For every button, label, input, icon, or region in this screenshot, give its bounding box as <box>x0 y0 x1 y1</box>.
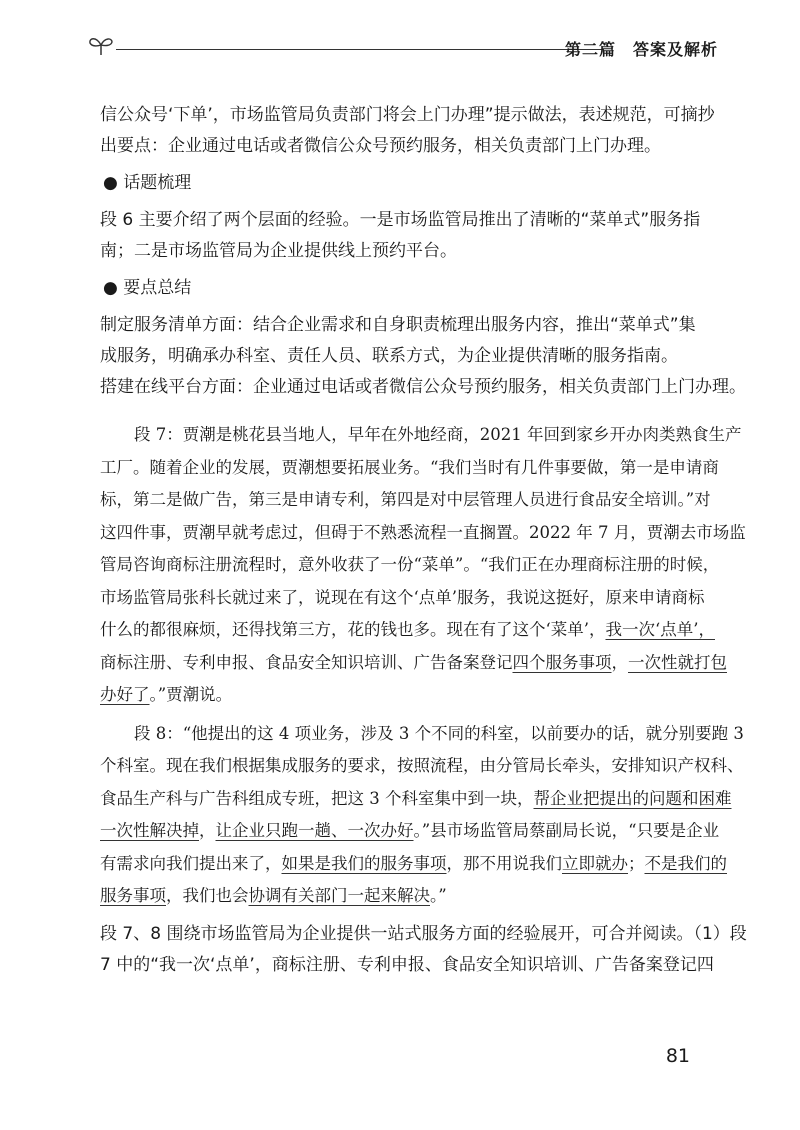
para7-line <box>100 679 700 712</box>
underlined-phrase: 不是我们的 <box>644 853 727 873</box>
para8-line <box>100 880 700 913</box>
para7-line <box>100 614 715 647</box>
page-header <box>78 30 718 60</box>
answer-line: 信公众号‘下单’，市场监管局负责部门将会上门办理”提示做法，表述规范，可摘抄 <box>100 105 715 125</box>
para7-line <box>100 647 727 680</box>
text: ， <box>611 652 628 672</box>
underlined-phrase: 帮企业把提出的问题和困难 <box>533 788 732 808</box>
underlined-phrase: 一次性解决掉 <box>100 821 199 840</box>
topic-line: 南；二是市场监管局为企业提供线上预约平台。 <box>100 241 457 261</box>
text: 有需求向我们提出来了， <box>100 853 282 873</box>
summary-line: 搭建在线平台方面：企业通过电话或者微信公众号预约服务，相关负责部门上门办理。 <box>100 377 746 397</box>
summary-heading: ● 要点总结 <box>103 278 192 298</box>
para7-line: 管局咨询商标注册流程时，意外收获了一份“菜单”。“我们正在办理商标注册的时候， <box>100 555 720 574</box>
page-number: 81 <box>665 1045 690 1067</box>
analysis-line: 7 中的“我一次‘点单’，商标注册、专利申报、食品安全知识培训、广告备案登记四 <box>100 954 714 975</box>
topic-line: 段 6 主要介绍了两个层面的经验。一是市场监管局推出了清晰的“菜单式”服务指 <box>100 210 701 230</box>
section-title: 第二篇 答案及解析 <box>564 40 718 59</box>
topic-heading: ● 话题梳理 <box>103 173 192 193</box>
para7-line: 工厂。随着企业的发展，贾潮想要拓展业务。“我们当时有几件事要做，第一是申请商 <box>100 457 719 477</box>
text: ； <box>628 853 645 873</box>
para8-line: 个科室。现在我们根据集成服务的要求，按照流程，由分管局长牵头，安排知识产权科、 <box>100 756 744 775</box>
text: 。”贾潮说。 <box>149 685 233 704</box>
text: ， <box>199 821 216 840</box>
text: ，我们也会 <box>166 886 249 905</box>
para8-line <box>100 848 727 881</box>
underlined-phrase: 四个服务事项 <box>512 652 612 672</box>
text: 什么的都很麻烦，还得找第三方，花的钱也多。现在有了这个‘菜单’， <box>100 620 606 639</box>
summary-line: 成服务，明确承办科室、责任人员、联系方式，为企业提供清晰的服务指南。 <box>100 346 678 366</box>
para8-line <box>100 815 720 848</box>
underlined-phrase: 立即就办 <box>562 853 628 873</box>
underlined-phrase: 让企业只跑一趟、一次办好 <box>215 821 414 840</box>
para7-line: 市场监管局张科长就过来了，说现在有这个‘点单’服务，我说这挺好，原来申请商标 <box>100 587 705 607</box>
text: 。”县市场监管局蔡副局长说，“只要是企业 <box>413 821 720 840</box>
para7-line: 段 7：贾潮是桃花县当地人，早年在外地经商，2021 年回到家乡开办肉类熟食生产 <box>134 425 742 444</box>
answer-line: 出要点：企业通过电话或者微信公众号预约服务，相关负责部门上门办理。 <box>100 136 661 156</box>
underlined-phrase: 如果是我们的服务事项 <box>281 853 447 873</box>
underlined-phrase: 一次性就打包 <box>628 652 727 672</box>
text: 商标注册、专利申报、食品安全知识培训、广告备案登记 <box>100 652 513 672</box>
underlined-phrase: 协调有关部门一起来解决 <box>248 886 430 905</box>
para8-line <box>100 783 732 816</box>
text: 。” <box>430 886 447 905</box>
underlined-phrase: 我一次‘点单’， <box>605 620 715 639</box>
para8-line: 段 8：“他提出的这 4 项业务，涉及 3 个不同的科室，以前要办的话，就分别要跑 3 <box>134 723 744 743</box>
sprout-icon <box>86 34 116 60</box>
page-content <box>100 100 747 981</box>
underlined-phrase: 办好了 <box>100 685 150 704</box>
para7-line: 这四件事，贾潮早就考虑过，但碍于不熟悉流程一直搁置。2022 年 7 月，贾潮去市场监 <box>100 522 746 542</box>
text: ，那不用说我们 <box>446 853 562 873</box>
analysis-line: 段 7、8 围绕市场监管局为企业提供一站式服务方面的经验展开，可合并阅读。（1）段 <box>100 923 747 944</box>
underlined-phrase: 服务事项 <box>100 886 166 905</box>
text: 食品生产科与广告科组成专班，把这 3 个科室集中到一块， <box>100 788 534 808</box>
para7-line: 标，第二是做广告，第三是申请专利，第四是对中层管理人员进行食品安全培训。”对 <box>100 490 711 509</box>
summary-line: 制定服务清单方面：结合企业需求和自身职责梳理出服务内容，推出“菜单式”集 <box>100 315 696 335</box>
header-rule <box>116 49 604 50</box>
